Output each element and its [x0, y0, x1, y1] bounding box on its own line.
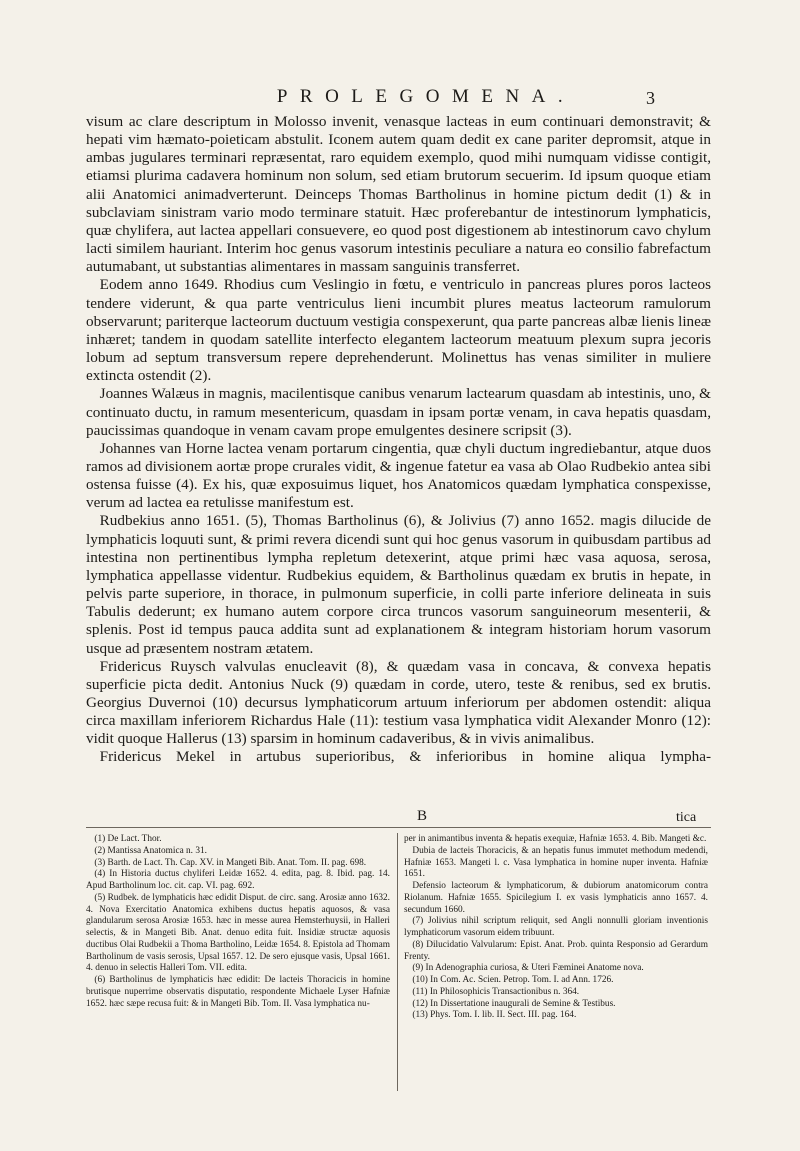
paragraph: Fridericus Mekel in artubus superioribus, & inferioribus in homine aliqua lympha-: [99, 748, 711, 766]
footnote-continuation: per in animantibus inventa & hepatis exequiæ, Hafniæ 1653. 4. Bib. Mangeti &c.: [404, 834, 707, 844]
footnote: (9) In Adenographia curiosa, & Uteri Fæminei Anatome nova.: [412, 963, 644, 974]
footnote: (8) Dilucidatio Valvularum: Epist. Anat. Prob. quinta Responsio ad Gerardum Frenty.: [404, 939, 708, 962]
footnote: (6) Bartholinus de lymphaticis hæc edidit: De lacteis Thoracicis in homine brutisque nuperrime observatis disputatio, respondente Michaele Lyser Hafniæ 1652. hæc sæpe recusa fuit: & in Mangeti Bib. Tom. II. Vasa lymphatica nu-: [86, 975, 390, 1009]
catchword: tica: [676, 810, 697, 825]
paragraph: visum ac clare descriptum in Molosso invenit, venasque lacteas in eum continuari demonstravit; & hepati vim hæmato-poieticam abstulit. Iconem autem quam dedit ex cane pariter depromsit, atque in ambas jugulares terminari repræsentat, raro equidem exemplo, quod mihi numquam vidisse contigit, etiamsi plurima cadavera hominum non solum, sed etiam brutorum secuerim. Id ipsum quoque etiam alii Anatomici animadverterunt. Deinceps Thomas Bartholinus in homine pictum dedit (1) & in subclaviam sinistram vario modo terminare statuit. Hæc proferebantur de intestinorum lymphaticis, quæ chylifera, aut lactea appellari consuevere, eo quod post digestionem ab intestinorum cavo chylum lacti similem hauriant. Interim hoc genus vasorum intestinis peculiare a natura eo consilio fabrefactum autumabant, ut substantias alimentares in massam sanguinis transferret.: [86, 113, 711, 276]
signature-mark: B: [417, 808, 428, 824]
paragraph: Eodem anno 1649. Rhodius cum Veslingio in fœtu, e ventriculo in pancreas plures poros lacteos tendere viderunt, & qua parte ventriculus lieni incumbit plures meatus lacteorum ramulorum observarunt; pariterque lacteorum ductuum vestigia conspexerunt, qua parte pancreas albæ lienis lineæ inhæret; tandem in quodam satellite interfecto elegantem lacteorum meatuum plexum supra jecoris lobum ad septum transversum repere deprehenderunt. Molinettus has venas similiter in muliere extincta ostendit (2).: [86, 276, 712, 385]
footnote-divider: [86, 827, 711, 828]
footnote: (11) In Philosophicis Transactionibus n. 364.: [412, 986, 580, 997]
footnote: (3) Barth. de Lact. Th. Cap. XV. in Mangeti Bib. Anat. Tom. II. pag. 698.: [94, 857, 367, 868]
footnote: (1) De Lact. Thor.: [94, 834, 162, 844]
footnote: (7) Jolivius nihil scriptum reliquit, sed Angli nonnulli gloriam inventionis lymphaticorum vasorum eidem tribuunt.: [404, 916, 708, 938]
column-divider: [397, 833, 398, 1091]
paragraph: Johannes van Horne lactea venam portarum cingentia, quæ chyli ductum ingrediebantur, atque duos ramos ad divisionem aortæ prope crurales vidit, & ingenue fatetur ea vasa ab Olao Rudbekio antea sibi ostensa fuisse (4). Ex his, quæ exposuimus liquet, hos Anatomicos quædam lymphatica conspexisse, verum ad lactea ea retulisse manifestum est.: [86, 439, 711, 512]
paragraph: Joannes Walæus in magnis, macilentisque canibus venarum lactearum quasdam ab intestinis, uno, & continuato ductu, in ramum mesentericum, quasdam in ipsam portæ venam, in cava hepatis quasdam, paucissimas quandoque in venam cavam prope emulgentes desinere scripsit (3).: [86, 385, 711, 439]
main-text: [86, 113, 711, 767]
footnotes-left-column: [86, 834, 390, 1010]
footnote: Dubia de lacteis Thoracicis, & an hepatis funus immutet methodum medendi, Hafniæ 1653. Mangeti l. c. Vasa lymphatica in homine nuper inventa. Hafniæ 1651.: [404, 845, 708, 880]
footnote: (2) Mantissa Anatomica n. 31.: [94, 845, 207, 856]
footnote: (12) In Dissertatione inaugurali de Semine & Testibus.: [412, 998, 616, 1009]
footnote: (10) In Com. Ac. Scien. Petrop. Tom. I. ad Ann. 1726.: [412, 975, 614, 985]
running-title: PROLEGOMENA.: [276, 86, 576, 107]
footnote: (4) In Historia ductus chyliferi Leidæ 1652. 4. edita, pag. 8. Ibid. pag. 14. Apud Bartholinum loc. cit. cap. VI. pag. 692.: [86, 869, 390, 891]
footnote: (5) Rudbek. de lymphaticis hæc edidit Disput. de circ. sang. Arosiæ anno 1632. 4. Nova Exercitatio Anatomica exhibens ductus hepatis aquosos, & vasa glandularum serosa Arosiæ 1653. hæc in messe aurea Hemsterhuysii, in Halleri selectis, & in Mangeti Bib. Anat. denuo edita fuit. Insidiæ structæ aquosis ductibus Olai Rudbekii a Thoma Bartholino, Leidæ 1654. 8. Epistola ad Thomam Bartholinum de vasis serosis, Upsal 1657. 12. De sero ejusque vasis, Upsal 1661. 4. denuo in selectis Halleri Tom. VII. edita.: [86, 892, 390, 974]
footnote: Defensio lacteorum & lymphaticorum, & dubiorum anatomicorum contra Riolanum. Hafniæ 1655. Spicilegium I. ex vasis lymphaticis anno 1657. 4. secundum 1660.: [404, 881, 708, 915]
footnote: (13) Phys. Tom. I. lib. II. Sect. III. pag. 164.: [412, 1010, 577, 1021]
paragraph: Fridericus Ruysch valvulas enucleavit (8), & quædam vasa in concava, & convexa hepatis superficie picta dedit. Antonius Nuck (9) quædam in corde, utero, teste & renibus, sed ex brutis. Georgius Duvernoi (10) decursus lymphaticorum artuum inferiorum per abdomen ostendit: aliqua circa maxillam inferiorem Richardus Hale (11): testium vasa lymphatica vidit Alexander Monro (12): vidit quoque Hallerus (13) sparsim in hominum cadaveribus, & in vivis animalibus.: [86, 657, 711, 748]
paragraph: Rudbekius anno 1651. (5), Thomas Bartholinus (6), & Jolivius (7) anno 1652. magis dilucide de lymphaticis loquuti sunt, & primi revera dicendi sunt qui hoc genus vasorum in quibusdam partibus ad intestina non pertinentibus lympha repletum detexerint, atque primi hæc vasa aquosa, serosa, lymphatica appellasse videntur. Rudbekius equidem, & Bartholinus quædam ex brutis in hepate, in pelvis parte superiore, in thorace, in pulmonum superficie, in colli parte inferiore delineata in suis Tabulis dederunt; ex humano autem corpore circa truncos vasorum sanguineorum mesenterii, & splenis. Post id tempus pauca addita sunt ad explanationem & integram historiam horum vasorum usque ad præsentem nostram ætatem.: [86, 512, 711, 657]
page-number: 3: [646, 88, 655, 108]
footnotes-right-column: [404, 834, 708, 1022]
